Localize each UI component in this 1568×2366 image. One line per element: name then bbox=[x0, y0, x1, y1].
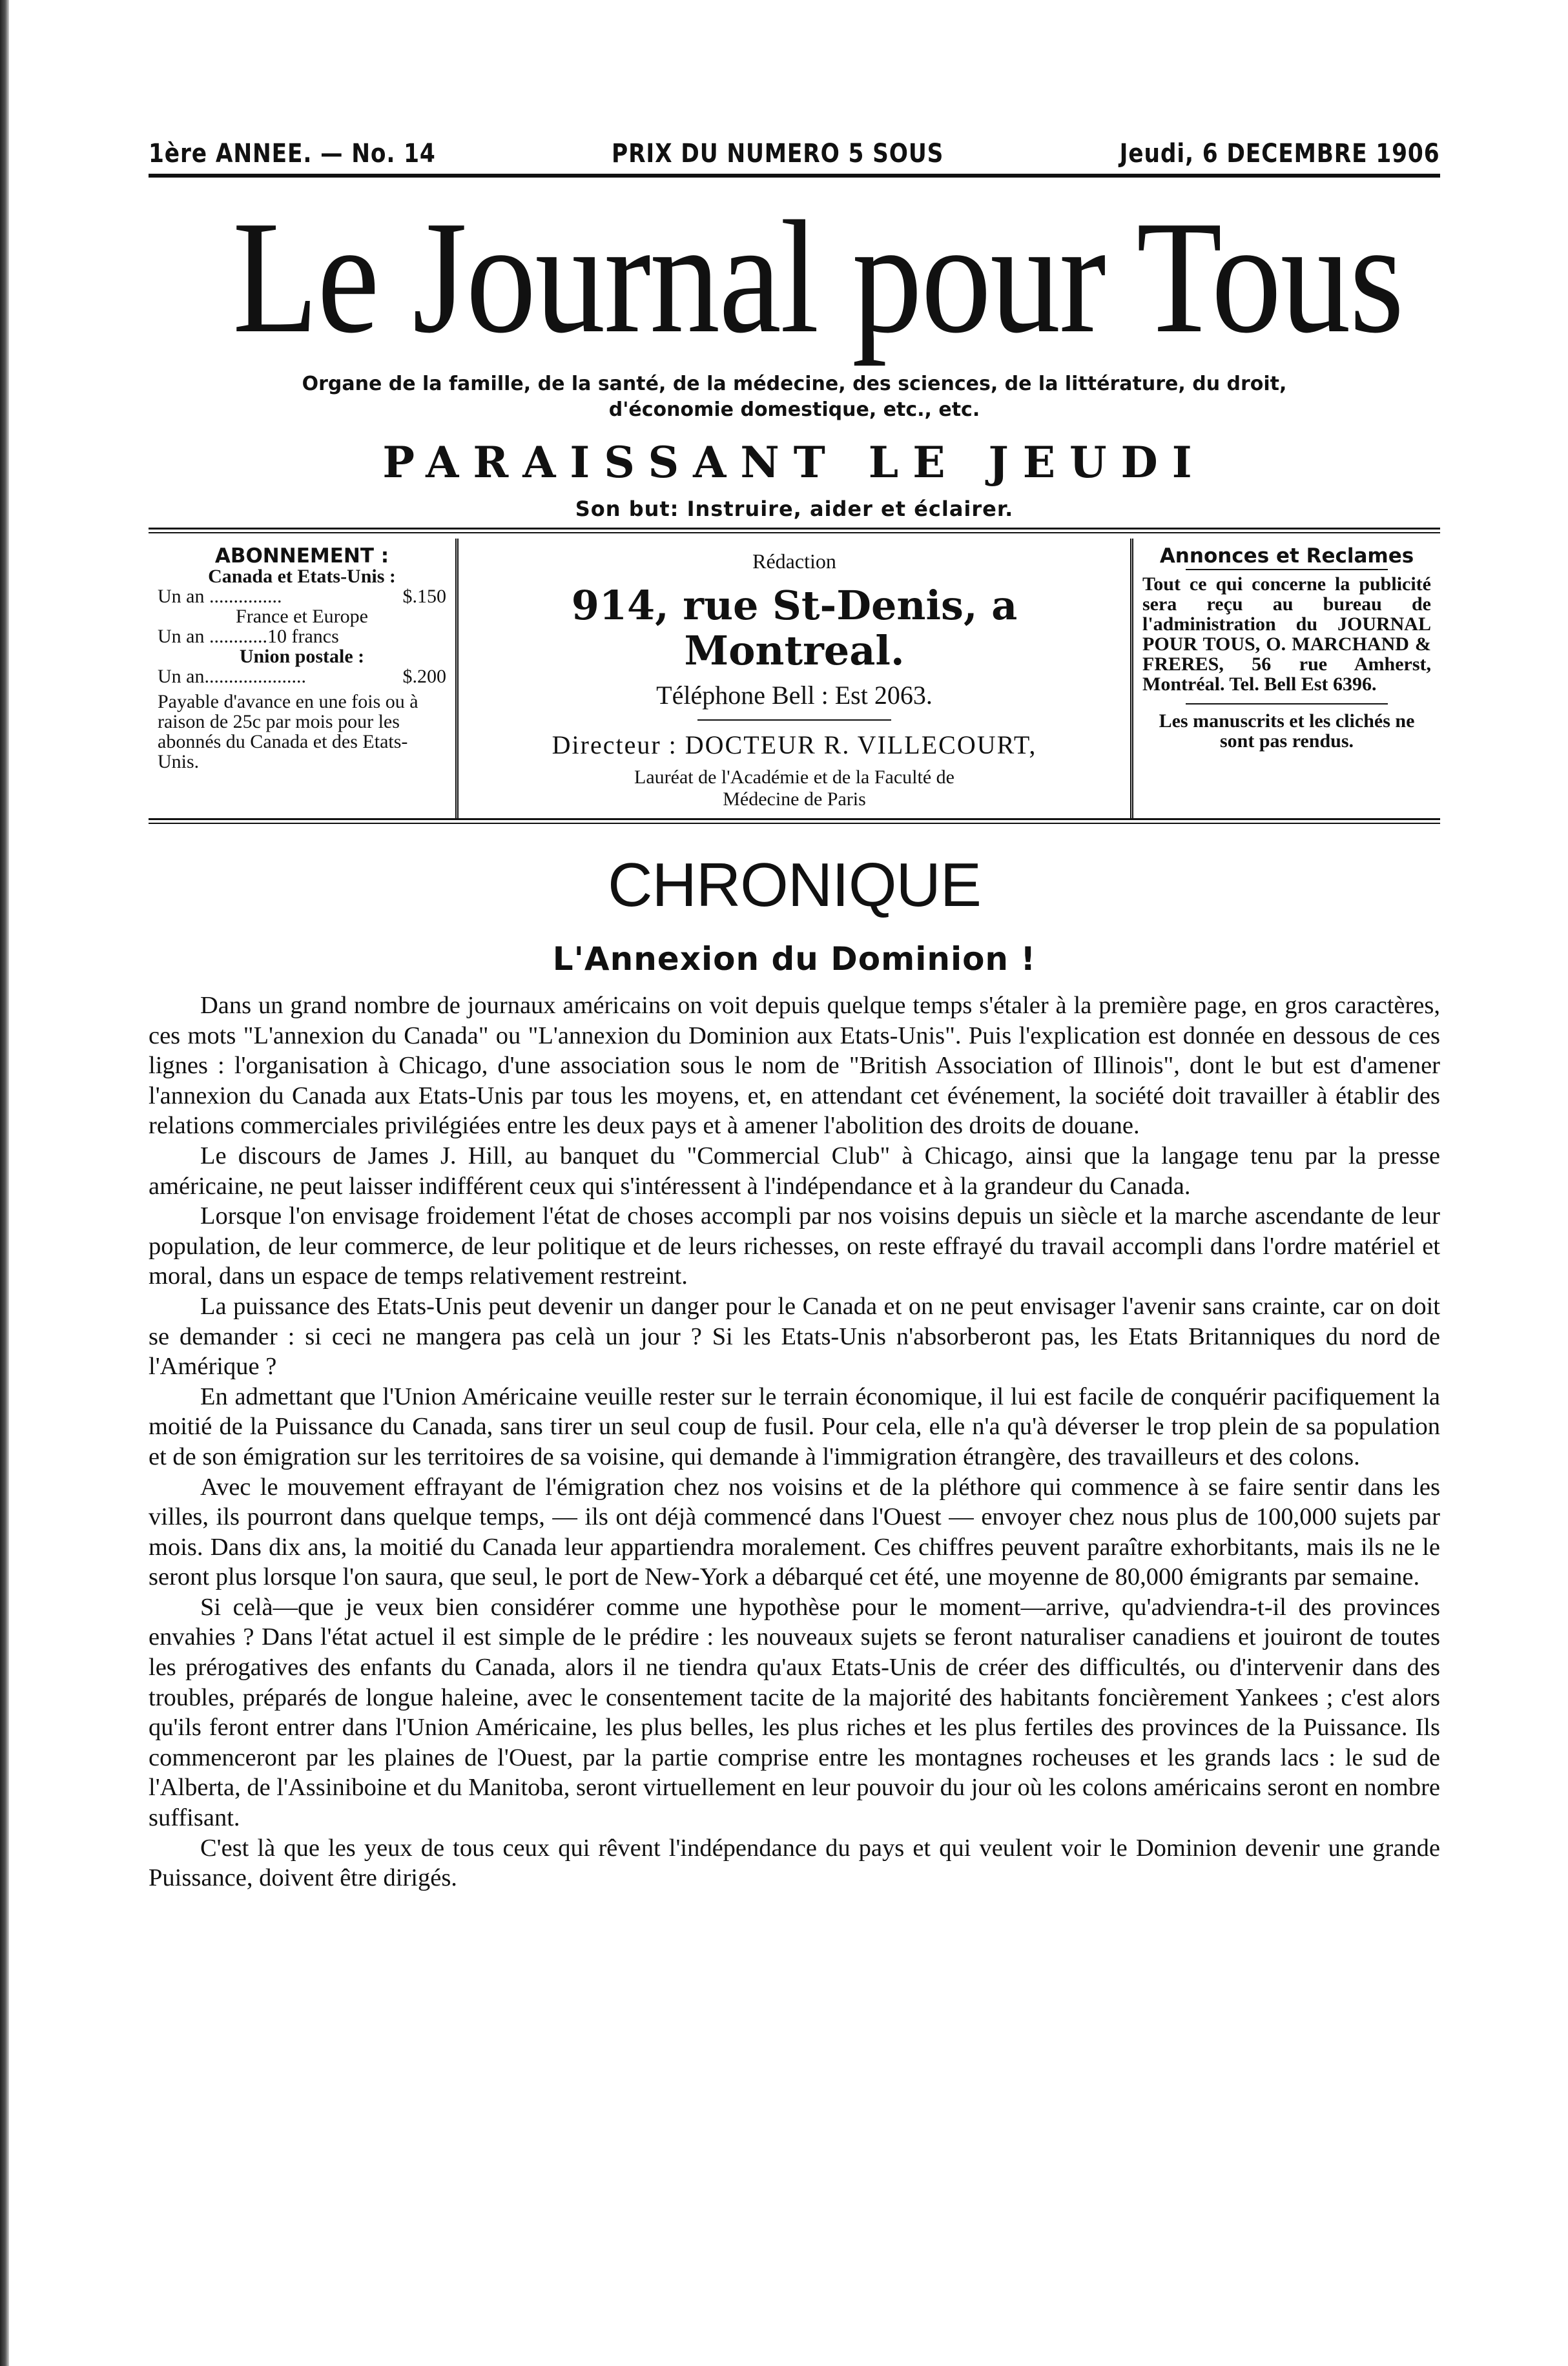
issue-date: Jeudi, 6 DECEMBRE 1906 bbox=[1119, 139, 1440, 169]
paragraph: C'est là que les yeux de tous ceux qui rêvent l'indépendance du pays et qui veulent voir le Dominion devenir une grande Puissance, doivent être dirigés. bbox=[149, 1834, 1440, 1892]
editorial-telephone: Téléphone Bell : Est 2063. bbox=[656, 681, 933, 710]
editorial-box bbox=[459, 539, 1130, 818]
paragraph: Si celà—que je veux bien considérer comme une hypothèse pour le moment—arrive, qu'adviendra-t-il des provinces envahies ? Dans l'état actuel il est simple de le prédire : les nouveaux sujets se feront naturaliser canadiens et jouiront de toutes les prérogatives des enfants du Canada, alors il ne tiendra qu'aux Etats-Unis de créer des difficultés, ou d'intervenir dans des troubles, préparés de longue haleine, avec le consentement tacite de la majorité des habitants foncièrement Yankees ; c'est alors qu'ils feront entrer dans l'Union Américaine, les plus belles, les plus riches et les plus fertiles des provinces de la Puissance. Ils commenceront par les plaines de l'Ouest, par la partie comprise entre les montagnes rocheuses et les grands lacs : le sud de l'Alberta, de l'Assiniboine et du Manitoba, seront virtuellement en leur pouvoir du jour où les colons américains seront en nombre suffisant. bbox=[149, 1593, 1440, 1832]
subscription-row-france: Un an ............10 francs bbox=[158, 626, 339, 647]
advertising-rule-2 bbox=[1186, 703, 1388, 705]
organe-line-2: d'économie domestique, etc., etc. bbox=[608, 398, 980, 421]
payment-note: Payable d'avance en une fois ou à raison de 25c par mois pour les abonnés du Canada et des Etats-Unis. bbox=[158, 691, 418, 772]
info-bottom-rule bbox=[149, 818, 1440, 824]
union-heading: Union postale : bbox=[239, 646, 365, 667]
subscription-row-canada bbox=[158, 586, 446, 606]
editorial-address: 914, rue St-Denis, a Montreal. bbox=[571, 582, 1018, 674]
subscription-title: ABONNEMENT : bbox=[214, 544, 389, 568]
editorial-director: Directeur : DOCTEUR R. VILLECOURT, bbox=[552, 730, 1037, 759]
issue-header bbox=[149, 139, 1440, 169]
organe-line-1: Organe de la famille, de la santé, de la médecine, des sciences, de la littérature, du droit, bbox=[302, 373, 1287, 395]
info-top-rule bbox=[149, 528, 1440, 533]
paragraph: Avec le mouvement effrayant de l'émigration chez nos voisins et de la pléthore qui commence à se faire sentir dans les villes, ils pourront dans quelque temps, — ils ont déjà commencé dans l'Ouest — envoyer chez nous plus de 100,000 sujets par mois. Dans dix ans, la moitié du Canada leur appartiendra moralement. Ces chiffres peuvent paraître exhorbitants, mais ils ne le seront plus lorsque l'on saura, que seul, le port de New-York a débarqué cet été, une moyenne de 80,000 émigrants par semaine. bbox=[149, 1473, 1440, 1591]
director-credentials bbox=[468, 766, 1121, 810]
issue-number: 1ère ANNEE. — No. 14 bbox=[149, 139, 436, 169]
paragraph: Dans un grand nombre de journaux américains on voit depuis quelque temps s'étaler à la première page, en gros caractères, ces mots "L'annexion du Canada" ou "L'annexion du Dominion aux Etats-Unis". Puis l'explication est donnée en dessous de ces lignes : l'organisation à Chicago, d'une association sous le nom de "British Association of Illinois", dont le but est d'amener l'annexion du Canada aux Etats-Unis par tous les moyens, et, en attendant cet événement, la société doit travailler à établir des relations commerciales privilégiées entre les deux pays et à amener l'abolition des droits de douane. bbox=[149, 992, 1440, 1140]
paragraph: Lorsque l'on envisage froidement l'état de choses accompli par nos voisins depuis un siècle et la marche ascendante de leur population, de leur commerce, de leur politique et de leurs richesses, on reste effrayé du travail accompli dans l'ordre matériel et moral, dans un espace de temps relativement restreint. bbox=[149, 1202, 1440, 1290]
row-label: Un an ............... bbox=[158, 586, 282, 607]
masthead-title: Le Journal pour Tous bbox=[232, 188, 1403, 367]
manuscripts-note: Les manuscrits et les clichés ne sont pas rendus. bbox=[1159, 710, 1415, 752]
info-boxes bbox=[149, 539, 1440, 818]
canada-heading: Canada et Etats-Unis : bbox=[208, 566, 396, 587]
subscription-box bbox=[149, 539, 459, 818]
header-rule bbox=[149, 174, 1440, 178]
row-label: Un an..................... bbox=[158, 666, 306, 687]
advertising-text: Tout ce qui concerne la publicité sera reçu au bureau de l'administration du JOURNAL POUR TOUS, O. MARCHAND & FRERES, 56 rue Amherst, Montréal. Tel. Bell Est 6396. bbox=[1142, 573, 1431, 695]
advertising-rule bbox=[1186, 569, 1388, 570]
france-heading: France et Europe bbox=[236, 606, 368, 627]
paragraph: En admettant que l'Union Américaine veuille rester sur le terrain économique, il lui est facile de conquérir pacifiquement la moitié de la Puissance du Canada, sans tirer un seul coup de fusil. Pour cela, elle n'a qu'à déverser le trop plein de sa population et de son émigration sur les territoires de sa voisine, qui demande à l'immigration étrangère, des travailleurs et des colons. bbox=[149, 1383, 1440, 1470]
publication-day: PARAISSANT LE JEUDI bbox=[382, 437, 1206, 488]
credentials-line-2: Médecine de Paris bbox=[723, 788, 866, 810]
row-value: $.200 bbox=[402, 666, 446, 687]
newspaper-page bbox=[149, 139, 1440, 1893]
mission-statement: Son but: Instruire, aider et éclairer. bbox=[575, 497, 1014, 521]
editorial-separator bbox=[697, 719, 891, 721]
paragraph: La puissance des Etats-Unis peut devenir un danger pour le Canada et on ne peut envisager l'avenir sans crainte, car on doit se demander : si ceci ne mangera pas celà un jour ? Si les Etats-Unis n'absorberont pas, les Etats Britanniques du nord de l'Amérique ? bbox=[149, 1292, 1440, 1381]
advertising-title: Annonces et Reclames bbox=[1159, 544, 1414, 568]
advertising-box bbox=[1130, 539, 1440, 818]
paragraph: Le discours de James J. Hill, au banquet du "Commercial Club" à Chicago, ainsi que la langage tenu par la presse américaine, ne peut laisser indifférent ceux qui s'intéressent à l'indépendance et à la grandeur du Canada. bbox=[149, 1142, 1440, 1200]
credentials-line-1: Lauréat de l'Académie et de la Faculté de bbox=[634, 766, 954, 788]
issue-price: PRIX DU NUMERO 5 SOUS bbox=[611, 139, 944, 169]
row-value: $.150 bbox=[402, 586, 446, 607]
organe-tagline bbox=[149, 371, 1440, 423]
article-title: L'Annexion du Dominion ! bbox=[552, 940, 1037, 978]
section-title: CHRONIQUE bbox=[608, 850, 981, 920]
editorial-title: Rédaction bbox=[752, 550, 836, 573]
subscription-row-union bbox=[158, 666, 446, 686]
article-body bbox=[149, 991, 1440, 1893]
binding-edge bbox=[0, 0, 9, 2366]
